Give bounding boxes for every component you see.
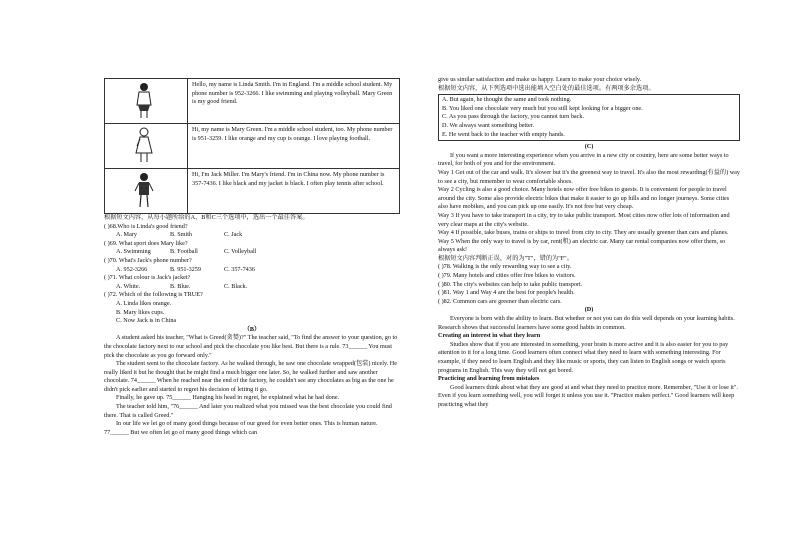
option: B. 951-3259	[170, 265, 201, 273]
passage-paragraph: The student went to the chocolate factory. As he walked through, he saw one chocolate wrapped(包装) nicely. He really liked it but he thought that he might find a much bigger one later. So, he walked further and saw another chocolate. 74______ When he reached near the end of the factory, he couldn't see any chocolates as big as the one he didn't pick earlier and started to regret his decision of letting it go.	[104, 360, 397, 393]
option: A. Linda likes orange.	[116, 299, 172, 307]
option-row	[104, 248, 400, 257]
tf-question: ( )79. Many hotels and cities offer free bikes to visitors.	[438, 272, 576, 280]
table-row	[105, 124, 400, 169]
girl-figure-icon	[133, 81, 155, 119]
question-stem: ( )68.Who is Linda's good friend?	[104, 222, 188, 230]
option-row	[104, 283, 400, 292]
passage-paragraph: Way 2 Cycling is also a good choice. Many hotels now offer free bikes to guests. It is convenient for people to travel around the city. Some also provide electric bikes that make it easier to go up hills and no longer journeys. Some cities also have mobikes, and you can pick up one easily. It's not free but very cheap.	[438, 186, 730, 211]
left-column	[104, 78, 400, 437]
tf-question: ( )82. Common cars are greener than electric cars.	[438, 297, 562, 305]
question-stem: ( )71. What colour is Jack's jacket?	[104, 274, 191, 282]
option: B. Mary likes cups.	[116, 308, 165, 316]
passage-paragraph: Good learners think about what they are good at and what they need to practice more. Remember, "Use it or lose it". Even if you learn something well, you will forget it unless you use it. "Practice makes perfect." Good learners will keep practicing what they	[438, 383, 738, 408]
table-row	[105, 169, 400, 214]
passage-paragraph: Finally, he gave up. 75______ Hanging his head in regret, he explained what he had done.	[116, 394, 340, 402]
girl-figure-icon	[133, 126, 155, 164]
instruction-text: 根据短文内容，从每小题所给的A、B和C三个选项中，选出一个最佳答案。	[104, 214, 309, 221]
portrait-cell	[105, 124, 188, 169]
option: C. Jack	[224, 231, 243, 239]
option: C. Black.	[224, 282, 248, 290]
people-table	[104, 78, 400, 214]
option-column	[104, 300, 400, 326]
passage-paragraph: Way 5 When the only way to travel is by car, rent(租) an electric car. Many car rental companies now offer them, so always ask!	[438, 237, 726, 254]
person-intro-text: Hi, my name is Mary Green. I'm a middle school student, too. My phone number is 951-3259. I like orange and my cup is orange. I love playing football.	[188, 124, 400, 169]
instruction-text: 根据短文内容，从下列选项中选出能填入空白处的最佳选项。有两项多余选项。	[438, 84, 655, 92]
question-stem: ( )69. What sport does Mary like?	[104, 239, 188, 247]
option: A. 952-3266	[116, 265, 148, 273]
option-row	[104, 231, 400, 240]
table-row	[105, 79, 400, 124]
passage-paragraph: A student asked his teacher, "What is Greed(贪婪)?" The teacher said, "To find the answer to your question, go to the chocolate factory next to our school and pick the chocolate you like best. But there is a rule. 73______ You must pick the chocolate as you go forward only."	[104, 334, 398, 359]
passage-paragraph: If you want a more interesting experience when you arrive in a new city or country, here are some better ways to travel, for both of you and for the environment.	[438, 151, 729, 168]
instruction-text: 根据短文内容判断正误，对的为"T"，错的为"F"。	[438, 254, 573, 262]
section-title: （B）	[243, 325, 261, 333]
option: A. Swimming	[116, 248, 151, 256]
section-title: (C)	[584, 143, 594, 151]
portrait-cell	[105, 169, 188, 214]
subheading: Creating an interest in what they learn	[438, 332, 541, 340]
tf-question: ( )80. The city's websites can help to take public transport.	[438, 280, 583, 288]
person-intro-text: Hello, my name is Linda Smith. I'm in England. I'm a middle school student. My phone number is 952-3266. I like swimming and playing volleyball. Mary Green is my good friend.	[188, 79, 400, 124]
passage-paragraph: Way 4 If possible, take buses, trains or ships to travel from city to city. They are usually greener than cars and planes.	[438, 229, 729, 237]
portrait-cell	[105, 79, 188, 124]
passage-paragraph: give us similar satisfaction and make us happy. Learn to make your choice wisely.	[438, 76, 642, 83]
option: A. White.	[116, 282, 141, 290]
question-block	[104, 223, 400, 326]
option: B. Smith	[170, 231, 193, 239]
option: B. Football	[170, 248, 198, 256]
boy-figure-icon	[133, 171, 155, 209]
option-row	[104, 266, 400, 275]
option: A. But again, he thought the same and took nothing.	[442, 96, 572, 104]
passage-paragraph: The teacher told him, "76______ And later you realized what you missed was the best chocolate you could find there. That is called Greed."	[104, 403, 392, 419]
tf-question: ( )78. Walking is the only rewarding way to see a city.	[438, 263, 572, 271]
option: E. He went back to the teacher with empty hands.	[442, 130, 565, 138]
passage-paragraph: Way 1 Get out of the car and walk. It's slower but it's the greenest way to travel. It's also the most rewarding(有益的) way to see a city, but remember to wear comfortable shoes.	[438, 168, 740, 185]
person-intro-text: Hi, I'm Jack Miller. I'm Mary's friend. I'm in China now. My phone number is 357-7436. I like black and my jacket is black. I often play tennis after school.	[188, 169, 400, 214]
right-column	[438, 76, 740, 410]
option: B. Blue.	[170, 282, 191, 290]
passage-paragraph: Way 3 If you have to take transport in a city, try to take public transport. Most cities now offer lots of information and very clear maps at the city's website.	[438, 211, 730, 228]
option: C. As you pass through the factory, you cannot turn back.	[442, 113, 585, 121]
option: C. 357-7436	[224, 265, 255, 273]
question-stem: ( )70. What's Jack's phone number?	[104, 256, 192, 264]
passage-paragraph: Studies show that if you are interested in something, your brain is more active and it is also easier for you to pay attention to it for a long time. Good learners often connect what they need to learn with something interesting. For example, if they need to learn English and they like music or sports, they can listen to English songs or watch sports programs in English. This way they will not get bored.	[438, 340, 729, 374]
option: C. Now Jack is in China	[116, 317, 177, 325]
option: A. Mary	[116, 231, 137, 239]
section-title: (D)	[584, 306, 594, 314]
passage-paragraph: In our life we let go of many good things because of our greed for even better ones. This is human nature. 77______ But we often let go of many good things which can	[104, 420, 378, 436]
tf-question: ( )81. Way 1 and Way 4 are the best for people's health.	[438, 289, 575, 297]
options-box	[438, 94, 740, 141]
subheading: Practicing and learning from mistakes	[438, 375, 540, 383]
option: C. Volleyball	[224, 248, 257, 256]
option: D. We always want something better.	[442, 121, 535, 129]
option: B. You liked one chocolate very much but you still kept looking for a bigger one.	[442, 104, 643, 112]
passage-paragraph: Everyone is born with the ability to learn. But whether or not you can do this well depends on your learning habits. Research shows that successful learners have some good habits in common.	[438, 315, 735, 331]
question-stem: ( )72. Which of the following is TRUE?	[104, 291, 203, 299]
